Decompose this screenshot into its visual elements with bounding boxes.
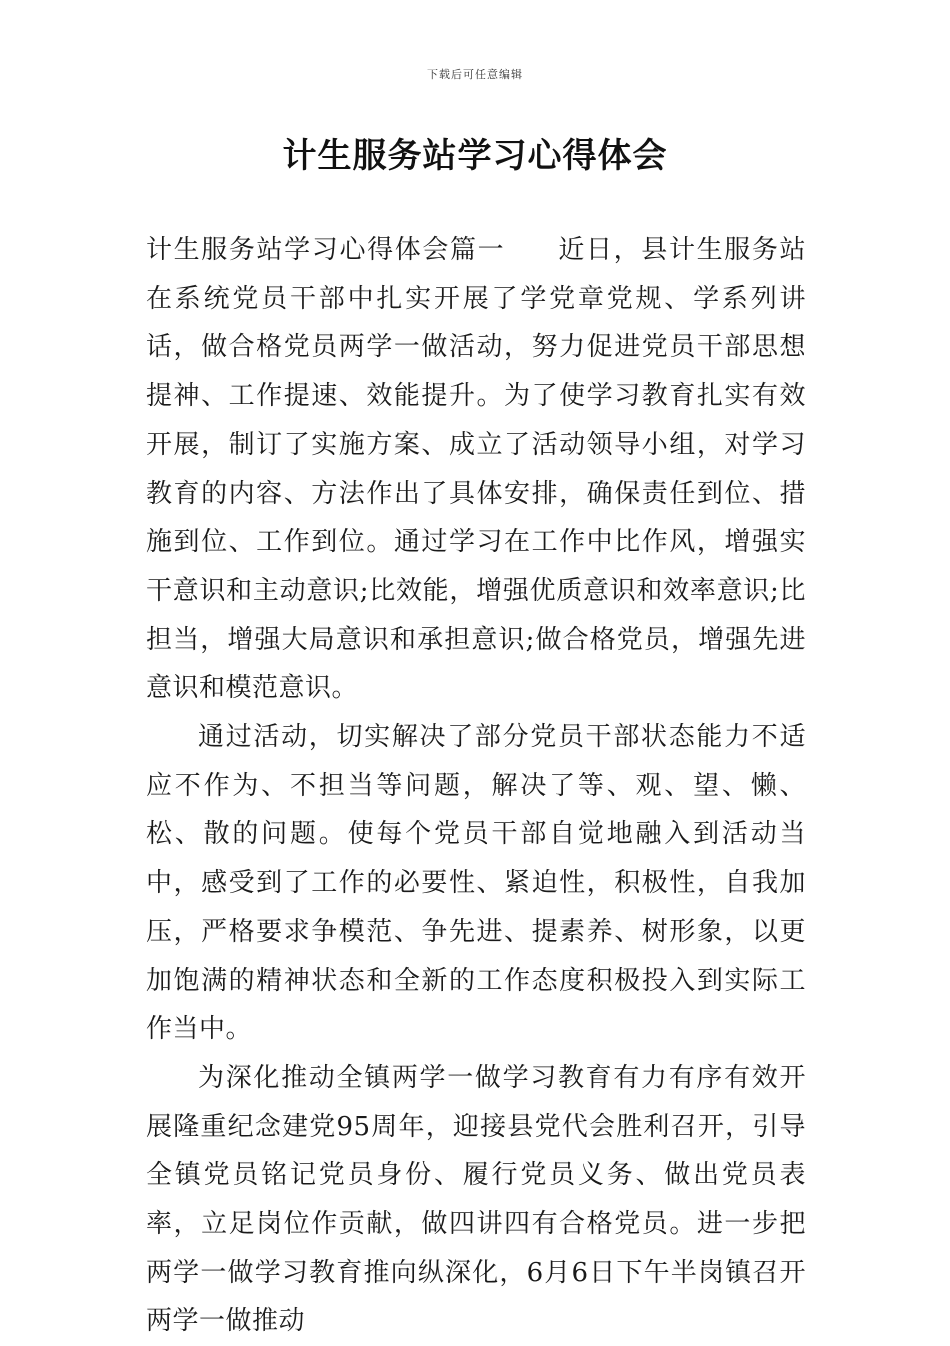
paragraph-2: 通过活动，切实解决了部分党员干部状态能力不适应不作为、不担当等问题，解决了等、观、望、懒、松、散的问题。使每个党员干部自觉地融入到活动当中，感受到了工作的必要性、紧迫性，积极性，自我加压，严格要求争模范、争先进、提素养、树形象，以更加饱满的精神状态和全新的工作态度积极投入到实际工作当中。 [146,722,806,1045]
paragraph-1 [146,226,806,713]
document-body [146,226,806,1346]
paragraph-1-heading: 计生服务站学习心得体会篇一 [146,235,506,265]
document-title: 计生服务站学习心得体会 [282,136,668,176]
paragraph-3: 为深化推动全镇两学一做学习教育有力有序有效开展隆重纪念建党95周年，迎接县党代会胜利召开，引导全镇党员铭记党员身份、履行党员义务、做出党员表率，立足岗位作贡献，做四讲四有合格党员。进一步把两学一做学习教育推向纵深化，6月6日下午半岗镇召开两学一做推动 [146,1062,806,1337]
header-note: 下载后可任意编辑 [427,68,523,81]
paragraph-1-text: 近日，县计生服务站在系统党员干部中扎实开展了学党章党规、学系列讲话，做合格党员两学一做活动，努力促进党员干部思想提神、工作提速、效能提升。为了使学习教育扎实有效开展，制订了实施方案、成立了活动领导小组，对学习教育的内容、方法作出了具体安排，确保责任到位、措施到位、工作到位。通过学习在工作中比作风，增强实干意识和主动意识;比效能，增强优质意识和效率意识;比担当，增强大局意识和承担意识;做合格党员，增强先进意识和模范意识。 [146,235,806,704]
